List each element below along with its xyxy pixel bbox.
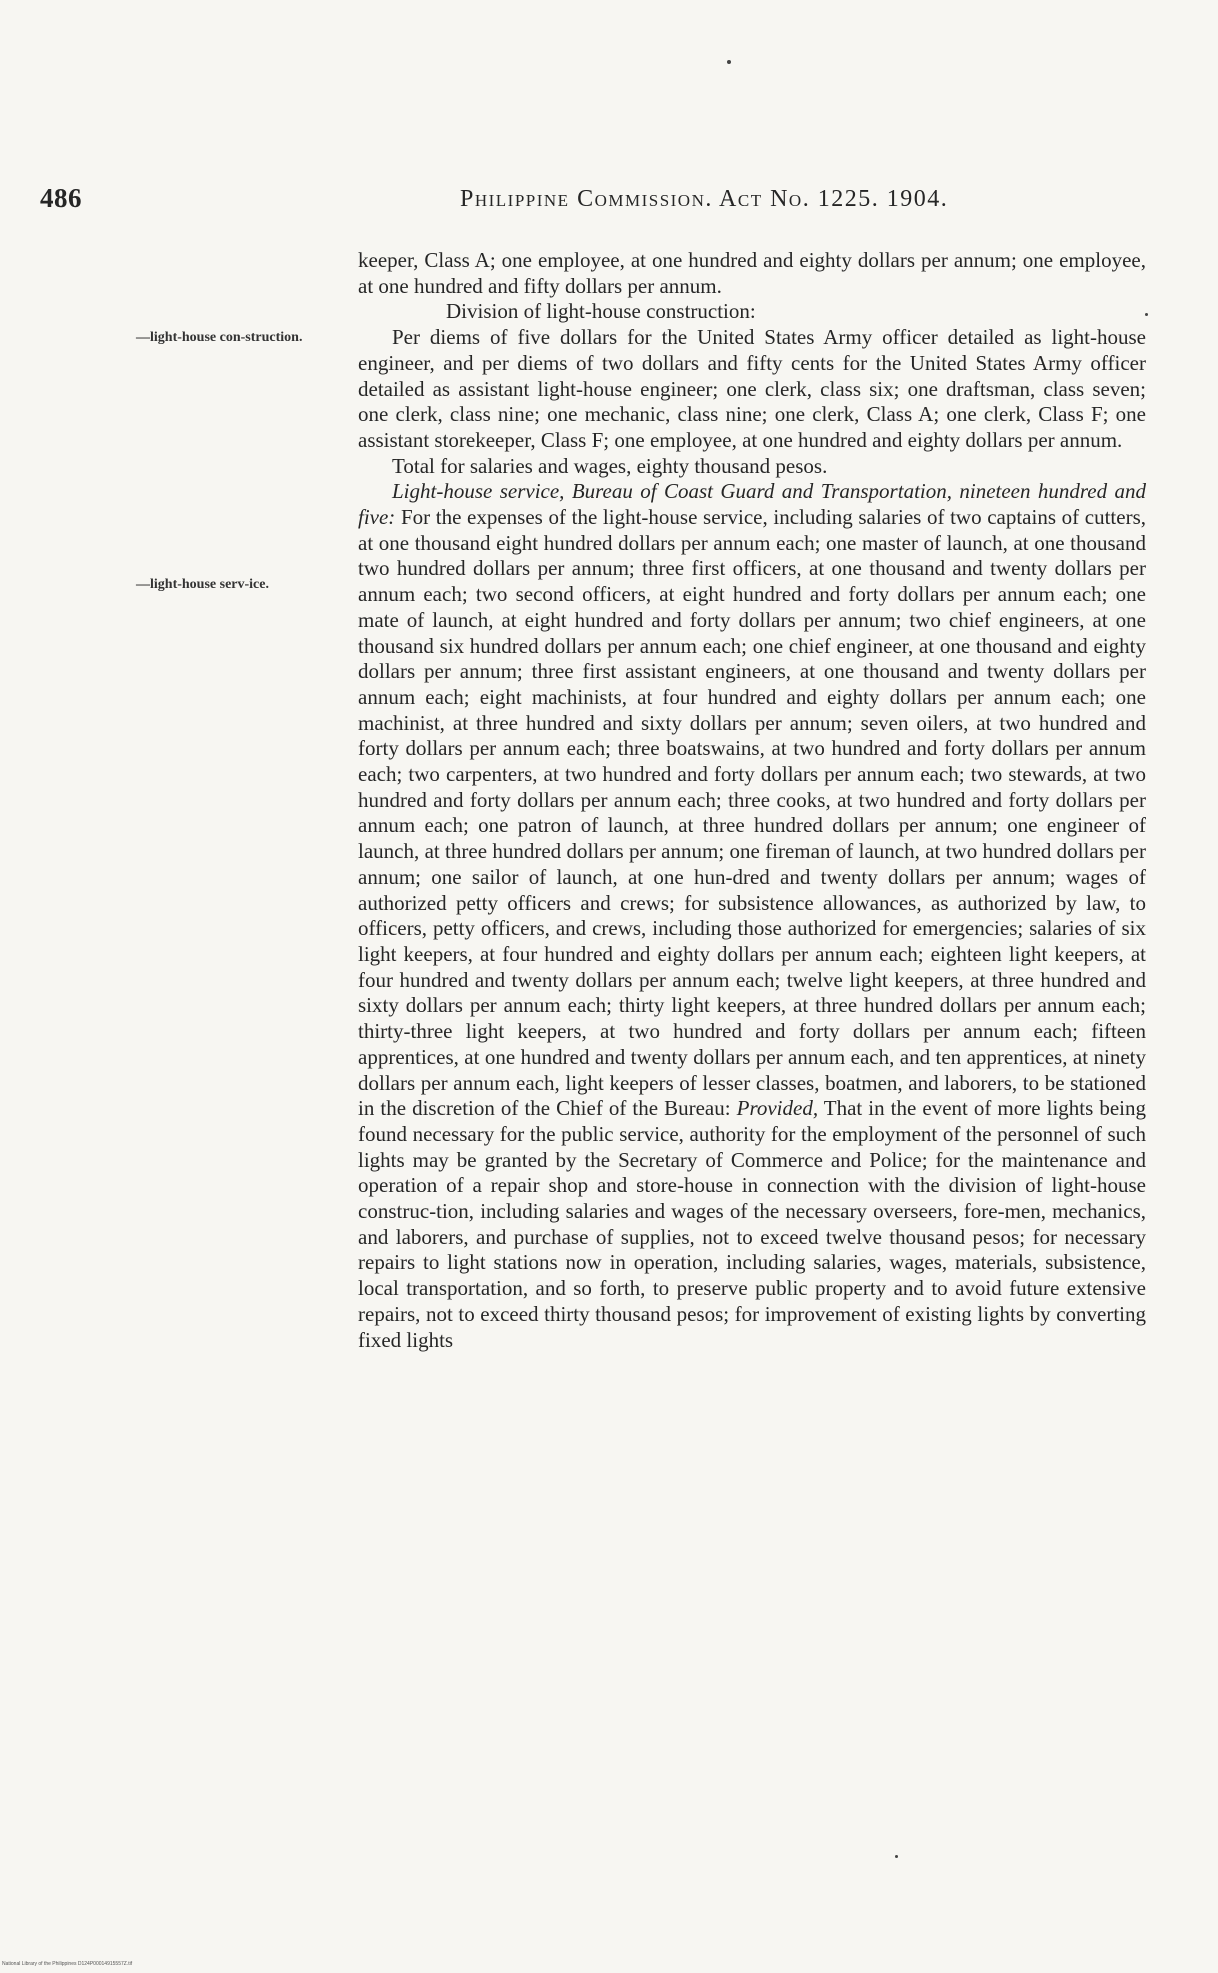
paragraph-per-diems: Per diems of five dollars for the United States Army officer detailed as light-house engineer, and per diems of two dollars and fifty cents for the United States Army officer detailed as assistant light-house engineer; one clerk, class six; one draftsman, class seven; one clerk, class nine; one mechanic, class nine; one clerk, Class A; one clerk, Class F; one assistant storekeeper, Class F; one employee, at one hundred and eighty dollars per annum. [358, 325, 1146, 452]
ink-speck [895, 1855, 898, 1858]
ink-speck [727, 60, 731, 64]
section-text-part-b: That in the event of more lights being found necessary for the public service, authority for the employment of the personnel of such lights may be granted by the Secretary of Commerce and Police; for the maintenance and operation of a repair shop and store-house in connection with the division of light-house construc-tion, including salaries and wages of the necessary overseers, fore-men, mechanics, and laborers, and purchase of supplies, not to exceed twelve thousand pesos; for necessary repairs to light stations now in operation, including salaries, wages, materials, subsistence, local transportation, and so forth, to preserve public property and to avoid future extensive repairs, not to exceed thirty thousand pesos; for improvement of existing lights by converting fixed lights [358, 1096, 1146, 1352]
paragraph-lighthouse-service [358, 479, 1146, 1353]
scan-footer: National Library of the Philippines D124P00014915557Z.tif [2, 1961, 133, 1967]
page-number: 486 [40, 183, 82, 213]
running-head-text: Philippine Commission. Act No. 1225. 1904. [460, 186, 949, 212]
paragraph-total: Total for salaries and wages, eighty thousand pesos. [392, 453, 828, 478]
section-text-part-a: For the expenses of the light-house service, including salaries of two captains of cutters, at one thousand eight hundred dollars per annum each; one master of launch, at one thousand two hundred dollars per annum; three first officers, at one thousand and twenty dollars per annum each; two second officers, at eight hundred and forty dollars per annum each; one mate of launch, at eight hundred and forty dollars per annum; two chief engineers, at one thousand six hundred dollars per annum each; one chief engineer, at one thousand and eighty dollars per annum; three first assistant engineers, at one thousand and twenty dollars per annum each; eight machinists, at four hundred and eighty dollars per annum each; one machinist, at three hundred and sixty dollars per annum; seven oilers, at two hundred and forty dollars per annum each; three boatswains, at two hundred and forty dollars per annum each; two carpenters, at two hundred and forty dollars per annum each; two stewards, at two hundred and forty dollars per annum each; three cooks, at two hundred and forty dollars per annum each; one patron of launch, at three hundred dollars per annum; one engineer of launch, at three hundred dollars per annum; one fireman of launch, at two hundred dollars per annum; one sailor of launch, at one hun-dred and twenty dollars per annum; wages of authorized petty officers and crews; for subsistence allowances, as authorized by law, to officers, petty officers, and crews, including those authorized for emergencies; salaries of six light keepers, at four hundred and eighty dollars per annum each; eighteen light keepers, at four hundred and twenty dollars per annum each; twelve light keepers, at three hundred and sixty dollars per annum each; thirty light keepers, at three hundred dollars per annum each; thirty-three light keepers, at two hundred and forty dollars per annum each; fifteen apprentices, at one hundred and twenty dollars per annum each, and ten apprentices, at ninety dollars per annum each, light keepers of lesser classes, boatmen, and laborers, to be stationed in the discretion of the Chief of the Bureau: [358, 505, 1146, 1121]
section-title-italic: Light-house service, Bureau of Coast Guard and Transportation, nineteen hundred and five: [358, 479, 1146, 530]
body-text [358, 248, 1146, 1353]
paragraph-continuation: keeper, Class A; one employee, at one hundred and eighty dollars per annum; one employee, at one hundred and fifty dollars per annum. [358, 248, 1146, 298]
margin-note-lighthouse-service: —light-house serv-ice. [136, 577, 269, 592]
paragraph-division-heading: Division of light-house construction: [446, 299, 756, 324]
margin-note-lighthouse-construction: —light-house con-struction. [136, 330, 303, 345]
running-head [460, 186, 948, 213]
provided-italic: Provided, [736, 1096, 819, 1121]
